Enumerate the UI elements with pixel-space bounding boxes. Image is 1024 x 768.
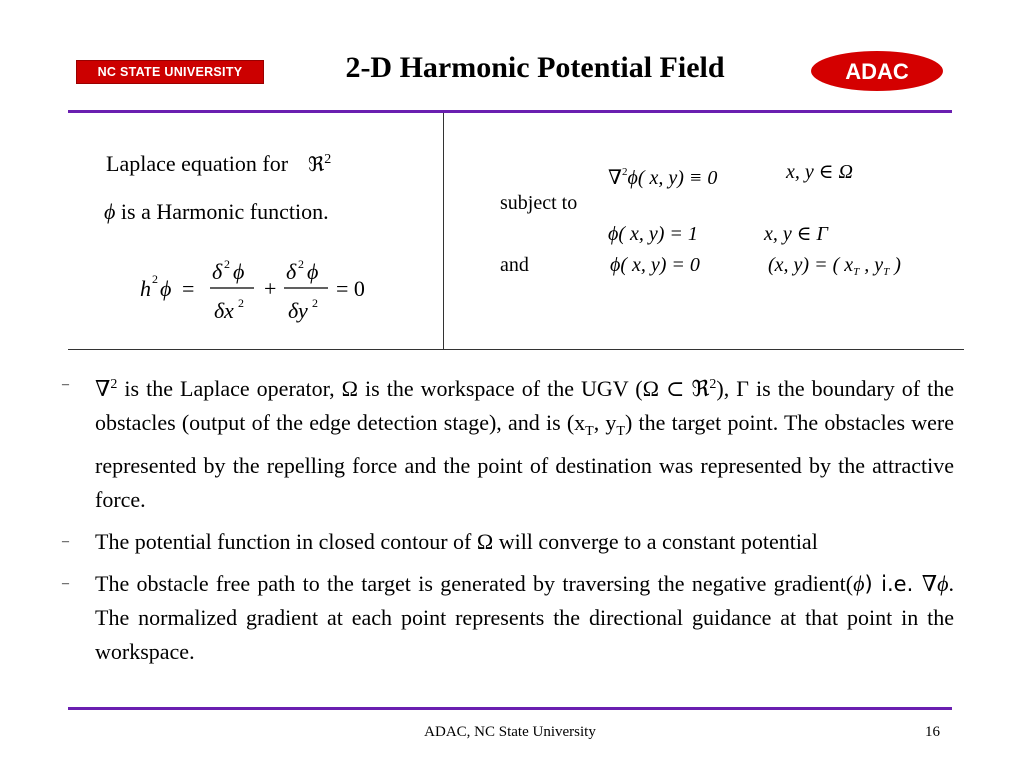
b1-text4: ) the target point. The obstacles were represented by the repelling force and the point of destination was represented by the attractive force. xyxy=(95,410,954,512)
b2-text: The potential function in closed contour of Ω will converge to a constant potential xyxy=(95,529,818,554)
eq-dy-exp: 2 xyxy=(312,296,318,310)
bullet-dash: – xyxy=(62,534,69,549)
top-rule xyxy=(68,110,952,113)
eq-equals: = xyxy=(182,276,195,301)
ncsu-logo: NC STATE UNIVERSITY xyxy=(76,60,264,84)
target-cond-suffix: ) xyxy=(889,254,901,276)
bullet-dash: – xyxy=(62,576,69,591)
nabla-exponent: 2 xyxy=(621,166,628,178)
bullet-laplace-operator xyxy=(62,368,954,517)
eq-rhs: = 0 xyxy=(336,276,365,301)
real-space-exponent: 2 xyxy=(324,152,332,167)
eq-dy: y xyxy=(298,298,308,323)
b1-text1: is the Laplace operator, Ω is the workspace of the UGV (Ω ⊂ ℜ xyxy=(117,376,710,401)
table-bottom-rule xyxy=(68,349,964,350)
bottom-rule xyxy=(68,707,952,710)
b1-nabla: ∇ xyxy=(95,376,111,401)
eq-lhs-phi: ϕ xyxy=(160,276,172,301)
b3-gradient: ∇ϕ xyxy=(921,571,949,596)
laplace-caption-text: Laplace equation for xyxy=(106,151,289,176)
eq-line-3-condition xyxy=(768,253,901,284)
eq-h-exponent: 2 xyxy=(152,272,158,286)
target-cond-prefix: (x, y) = ( x xyxy=(768,254,854,276)
eq-phi-top-1: ϕ xyxy=(233,259,245,284)
b1-exp1: 2 xyxy=(110,377,118,392)
nabla-symbol: ∇ xyxy=(608,167,622,189)
b3-text1: The obstacle free path to the target is generated by traversing the negative gradient( xyxy=(95,571,854,596)
b1-sub1: T xyxy=(585,424,594,439)
eq-line-3: ϕ( x, y) = 0 xyxy=(610,254,700,276)
eq-line-1: ϕ( x, y) ≡ 0 xyxy=(627,167,718,189)
eq-delta-top-2-exp: 2 xyxy=(298,257,304,271)
eq-delta-top-2: δ xyxy=(286,259,297,284)
eq-line-2: ϕ( x, y) = 1 xyxy=(608,223,698,245)
footer-text: ADAC, NC State University xyxy=(424,724,596,740)
b1-text2: ), Γ is the boundary of the obstacles (output of the edge detection stage), and is (x xyxy=(95,376,955,435)
b3-text3: . The normalized gradient at each point represents the directional guidance at that point in the workspace. xyxy=(95,571,954,664)
bullet-obstacle-free-path xyxy=(62,567,954,669)
eq-dx: x xyxy=(224,298,234,323)
bullet-list xyxy=(62,368,954,669)
b3-text2: ) i.e. xyxy=(864,572,922,596)
eq-line-2-condition: x, y ∈ Γ xyxy=(764,223,828,245)
eq-delta-bottom-2: δ xyxy=(288,298,299,323)
harmonic-caption-text: is a Harmonic function. xyxy=(115,199,329,224)
eq-line-1-condition: x, y ∈ Ω xyxy=(786,161,854,183)
b3-phi: ϕ xyxy=(853,571,865,596)
real-space-symbol: ℜ xyxy=(308,152,325,176)
target-sub-x: T xyxy=(853,266,860,278)
eq-delta-top-1-exp: 2 xyxy=(224,257,230,271)
subject-to-label: subject to xyxy=(500,192,578,214)
eq-delta-bottom-1: δ xyxy=(214,298,225,323)
eq-h: h xyxy=(140,276,151,301)
adac-logo xyxy=(809,49,945,93)
bullet-potential-function xyxy=(62,525,954,559)
target-sub-y: T xyxy=(883,266,890,278)
laplace-equation xyxy=(130,250,390,330)
eq-dx-exp: 2 xyxy=(238,296,244,310)
and-label: and xyxy=(500,254,529,276)
page-number: 16 xyxy=(925,724,940,740)
target-cond-mid: , y xyxy=(859,254,884,276)
laplace-caption xyxy=(106,147,331,177)
harmonic-caption xyxy=(104,199,329,225)
adac-logo-text: ADAC xyxy=(845,59,909,84)
panel-divider xyxy=(443,113,444,349)
phi-symbol: ϕ xyxy=(104,199,116,224)
eq-laplace-nabla xyxy=(608,160,717,190)
b1-sub2: T xyxy=(616,424,625,439)
bullet-dash: – xyxy=(62,377,69,392)
b1-text3: , y xyxy=(593,410,617,435)
eq-phi-top-2: ϕ xyxy=(307,259,319,284)
slide-title: 2-D Harmonic Potential Field xyxy=(345,51,725,84)
eq-plus: + xyxy=(264,276,277,301)
b1-exp2: 2 xyxy=(709,377,717,392)
eq-delta-top-1: δ xyxy=(212,259,223,284)
